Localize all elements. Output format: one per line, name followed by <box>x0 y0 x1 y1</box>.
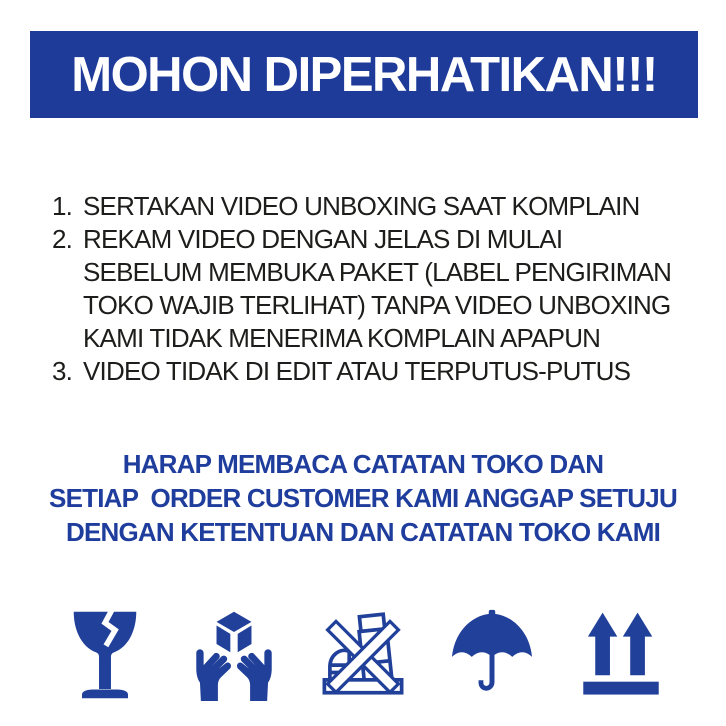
rule-number: 1. <box>52 191 73 221</box>
rule-text-line: SEBELUM MEMBUKA PAKET (LABEL PENGIRIMAN <box>83 257 672 287</box>
keep-dry-icon <box>445 605 539 705</box>
rule-item-1 <box>52 190 696 223</box>
rule-text-line: VIDEO TIDAK DI EDIT ATAU TERPUTUS-PUTUS <box>83 356 631 386</box>
no-cutter-icon <box>316 605 410 705</box>
store-note-line: SETIAP ORDER CUSTOMER KAMI ANGGAP SETUJU <box>49 483 677 513</box>
rule-text-line: SERTAKAN VIDEO UNBOXING SAAT KOMPLAIN <box>83 191 640 221</box>
store-note-line: HARAP MEMBACA CATATAN TOKO DAN <box>122 449 604 479</box>
rule-item-2 <box>52 223 696 355</box>
store-note <box>0 447 726 549</box>
rule-item-3 <box>52 355 696 388</box>
rule-text-line: KAMI TIDAK MENERIMA KOMPLAIN APAPUN <box>83 323 601 353</box>
rule-text-line: REKAM VIDEO DENGAN JELAS DI MULAI <box>83 224 563 254</box>
store-note-line: DENGAN KETENTUAN DAN CATATAN TOKO KAMI <box>65 517 661 547</box>
handle-with-care-icon <box>187 605 281 705</box>
rule-text <box>83 190 640 223</box>
packaging-icons-row <box>58 605 668 705</box>
rule-text-line: TOKO WAJIB TERLIHAT) TANPA VIDEO UNBOXING <box>83 290 671 320</box>
rule-number: 3. <box>52 356 73 386</box>
rule-text <box>83 355 630 388</box>
header-banner <box>30 31 698 118</box>
rules-list <box>52 190 696 388</box>
rule-number: 2. <box>52 224 73 254</box>
banner-title: MOHON DIPERHATIKAN!!! <box>71 47 657 102</box>
rule-text <box>83 223 671 355</box>
this-side-up-icon <box>574 605 668 705</box>
fragile-icon <box>58 605 152 705</box>
